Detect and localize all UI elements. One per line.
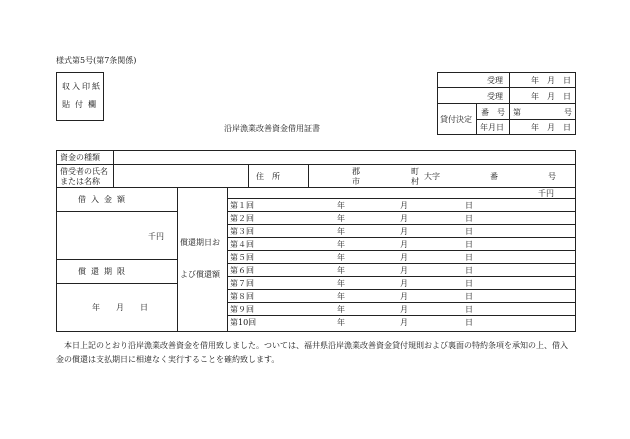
installment-day: 日: [465, 240, 473, 249]
installment-day: 日: [465, 266, 473, 275]
installment-year: 年: [337, 201, 345, 210]
receipt-date: 年 月 日: [531, 76, 571, 85]
installment-row: [227, 263, 576, 276]
installment-row: [227, 198, 576, 211]
installment-day: 日: [465, 214, 473, 223]
form-row-divider: [56, 211, 177, 212]
installment-year: 年: [337, 227, 345, 236]
form-col-divider: [308, 164, 309, 187]
installment-month: 月: [400, 214, 408, 223]
fund-type-label: 資金の種類: [60, 153, 100, 162]
installment-label: 第１回: [230, 201, 254, 210]
installment-day: 日: [465, 201, 473, 210]
installment-label: 第７回: [230, 279, 254, 288]
statement-line: 本日上記のとおり沿岸漁業改善資金を借用致しました。ついては、福井県沿岸漁業改善資金貸付規則および裏面の特約条項を承知の上、借入: [64, 341, 568, 350]
repay-schedule-label: 償還期日お: [180, 238, 220, 247]
stamp-label-line2: 貼付欄: [62, 100, 101, 109]
installment-year: 年: [337, 292, 345, 301]
installment-day: 日: [465, 279, 473, 288]
receipt-label: 受理: [487, 76, 503, 85]
installment-month: 月: [400, 253, 408, 262]
form-row-divider: [56, 259, 177, 260]
borrower-name-label: または名称: [60, 177, 100, 186]
installment-row: [227, 237, 576, 250]
installment-label: 第５回: [230, 253, 254, 262]
installment-label: 第８回: [230, 292, 254, 301]
installment-month: 月: [400, 292, 408, 301]
form-col-divider: [113, 150, 114, 187]
installment-label: 第６回: [230, 266, 254, 275]
banchi-label: 番: [490, 172, 498, 181]
installment-label: 第９回: [230, 305, 254, 314]
installment-month: 月: [400, 240, 408, 249]
receipt-row-divider: [437, 87, 576, 88]
form-row-divider: [56, 283, 177, 284]
installment-label: 第10回: [230, 318, 257, 327]
repay-period-date: 年 月 日: [92, 303, 148, 312]
oaza-label: 大字: [424, 172, 440, 181]
installment-row: [227, 211, 576, 224]
installment-row: [227, 250, 576, 263]
go-label: 号: [548, 172, 556, 181]
installment-list: [227, 198, 576, 332]
borrower-name-label: 借受者の氏名: [60, 167, 108, 176]
loan-amount-label: 借入金額: [78, 195, 130, 204]
installment-row: [227, 302, 576, 315]
installment-row: [227, 289, 576, 302]
installment-day: 日: [465, 318, 473, 327]
decision-date-label: 年月日: [480, 123, 504, 132]
installment-label: 第２回: [230, 214, 254, 223]
installment-day: 日: [465, 292, 473, 301]
installment-row: [227, 315, 576, 330]
repay-schedule-label: よび償還額: [180, 270, 220, 279]
receipt-date: 年 月 日: [531, 92, 571, 101]
installment-month: 月: [400, 201, 408, 210]
installment-label: 第３回: [230, 227, 254, 236]
installment-month: 月: [400, 266, 408, 275]
receipt-col-divider: [509, 72, 510, 135]
installment-month: 月: [400, 279, 408, 288]
repay-amount-unit: 千円: [538, 189, 554, 198]
number-suffix: 号: [564, 108, 572, 117]
cho-label: 町: [411, 167, 419, 176]
installment-row: [227, 224, 576, 237]
decision-date: 年 月 日: [531, 123, 571, 132]
form-row-divider: [56, 187, 576, 188]
form-col-divider: [177, 187, 178, 332]
installment-year: 年: [337, 266, 345, 275]
address-label: 住 所: [256, 172, 280, 181]
installment-day: 日: [465, 227, 473, 236]
installment-day: 日: [465, 253, 473, 262]
repay-period-label: 償還期限: [78, 267, 130, 276]
installment-year: 年: [337, 253, 345, 262]
receipt-row-divider: [437, 103, 576, 104]
installment-label: 第４回: [230, 240, 254, 249]
installment-year: 年: [337, 240, 345, 249]
shi-label: 市: [352, 177, 360, 186]
installment-day: 日: [465, 305, 473, 314]
installment-year: 年: [337, 214, 345, 223]
form-row-divider: [56, 164, 576, 165]
gun-label: 郡: [352, 167, 360, 176]
receipt-label: 受理: [487, 92, 503, 101]
installment-month: 月: [400, 305, 408, 314]
form-col-divider: [248, 164, 249, 187]
receipt-col-divider: [476, 103, 477, 135]
statement-line: 金の償還は支払期日に相違なく実行することを確約致します。: [56, 355, 280, 364]
installment-row: [227, 276, 576, 289]
form-number: 様式第5号(第7条関係): [56, 56, 137, 65]
loan-amount-unit: 千円: [148, 232, 164, 241]
receipt-row-divider: [476, 119, 576, 120]
installment-month: 月: [400, 318, 408, 327]
installment-month: 月: [400, 227, 408, 236]
stamp-label-line1: 収入印紙: [62, 82, 102, 91]
installment-year: 年: [337, 318, 345, 327]
installment-year: 年: [337, 305, 345, 314]
revenue-stamp-box: [56, 72, 104, 121]
installment-year: 年: [337, 279, 345, 288]
loan-decision-label: 貸付決定: [440, 115, 472, 124]
number-label: 番 号: [481, 108, 505, 117]
number-prefix: 第: [513, 108, 521, 117]
mura-label: 村: [411, 177, 419, 186]
document-title: 沿岸漁業改善資金借用証書: [224, 124, 320, 133]
